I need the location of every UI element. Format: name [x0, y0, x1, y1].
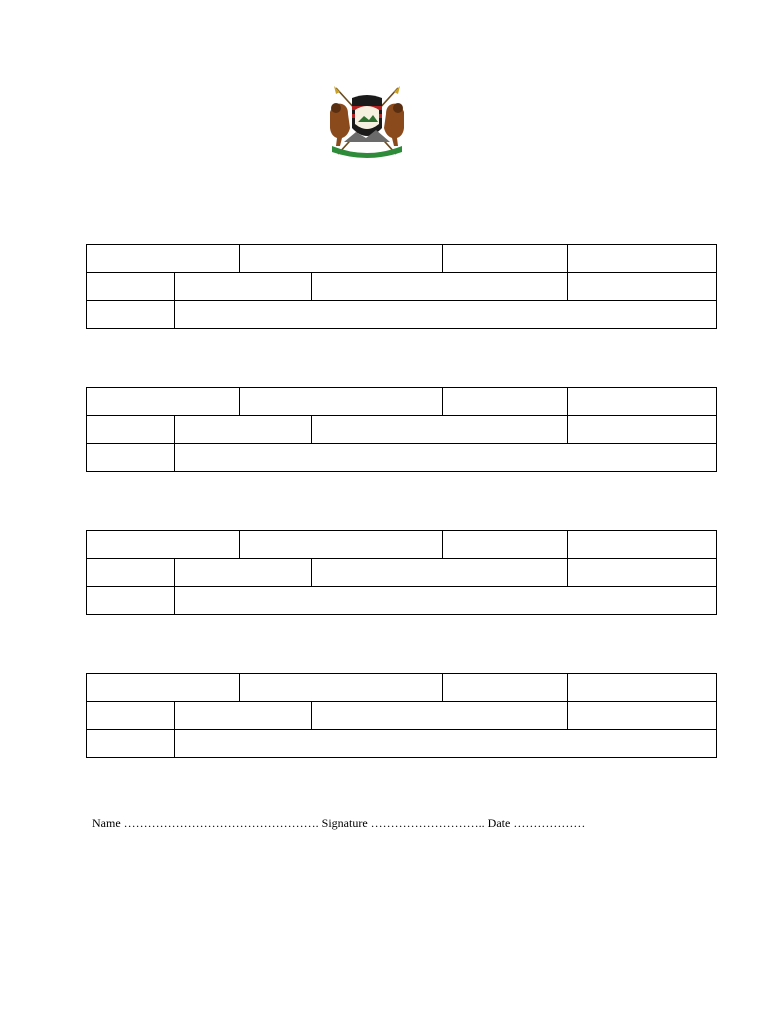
table-cell[interactable] [568, 559, 717, 587]
table-row [87, 388, 717, 416]
table-cell[interactable] [568, 273, 717, 301]
svg-text:HARAMBEE: HARAMBEE [352, 148, 382, 154]
entry-table-2 [86, 387, 717, 472]
table-cell[interactable] [87, 531, 240, 559]
table-row [87, 301, 717, 329]
table-cell[interactable] [312, 273, 568, 301]
entry-table-3 [86, 530, 717, 615]
table-cell[interactable] [87, 301, 175, 329]
table-cell[interactable] [240, 531, 443, 559]
name-label: Name [92, 816, 121, 830]
table-cell[interactable] [568, 388, 717, 416]
table-row [87, 416, 717, 444]
table-row [87, 702, 717, 730]
table-cell[interactable] [87, 388, 240, 416]
table-cell[interactable] [568, 531, 717, 559]
table-row [87, 444, 717, 472]
date-field[interactable]: ……………… [513, 816, 586, 830]
table-cell[interactable] [175, 273, 312, 301]
table-row [87, 245, 717, 273]
table-cell[interactable] [87, 674, 240, 702]
table-cell[interactable] [175, 730, 717, 758]
table-cell[interactable] [175, 587, 717, 615]
table-cell[interactable] [240, 245, 443, 273]
table-cell[interactable] [175, 559, 312, 587]
table-cell[interactable] [87, 245, 240, 273]
table-cell[interactable] [312, 702, 568, 730]
table-cell[interactable] [443, 388, 568, 416]
table-cell[interactable] [87, 444, 175, 472]
table-cell[interactable] [87, 702, 175, 730]
table-row [87, 730, 717, 758]
table-row [87, 587, 717, 615]
table-row [87, 559, 717, 587]
entry-table-1 [86, 244, 717, 329]
signature-block [92, 816, 585, 831]
table-cell[interactable] [568, 674, 717, 702]
table-cell[interactable] [568, 702, 717, 730]
signature-field[interactable]: ……………………….. [370, 816, 485, 830]
table-cell[interactable] [568, 416, 717, 444]
date-label: Date [487, 816, 511, 830]
table-cell[interactable] [443, 531, 568, 559]
table-cell[interactable] [87, 587, 175, 615]
coat-of-arms-icon [322, 84, 412, 160]
table-cell[interactable] [175, 702, 312, 730]
entry-table-4 [86, 673, 717, 758]
name-field[interactable]: …………………………………………. [123, 816, 319, 830]
table-cell[interactable] [87, 273, 175, 301]
table-cell[interactable] [87, 730, 175, 758]
table-cell[interactable] [87, 416, 175, 444]
table-cell[interactable] [87, 559, 175, 587]
table-cell[interactable] [443, 674, 568, 702]
table-cell[interactable] [175, 416, 312, 444]
table-row [87, 531, 717, 559]
table-cell[interactable] [443, 245, 568, 273]
table-cell[interactable] [312, 559, 568, 587]
signature-label: Signature [321, 816, 368, 830]
table-cell[interactable] [240, 674, 443, 702]
table-row [87, 273, 717, 301]
table-row [87, 674, 717, 702]
table-cell[interactable] [312, 416, 568, 444]
table-cell[interactable] [175, 444, 717, 472]
table-cell[interactable] [175, 301, 717, 329]
table-cell[interactable] [240, 388, 443, 416]
table-cell[interactable] [568, 245, 717, 273]
